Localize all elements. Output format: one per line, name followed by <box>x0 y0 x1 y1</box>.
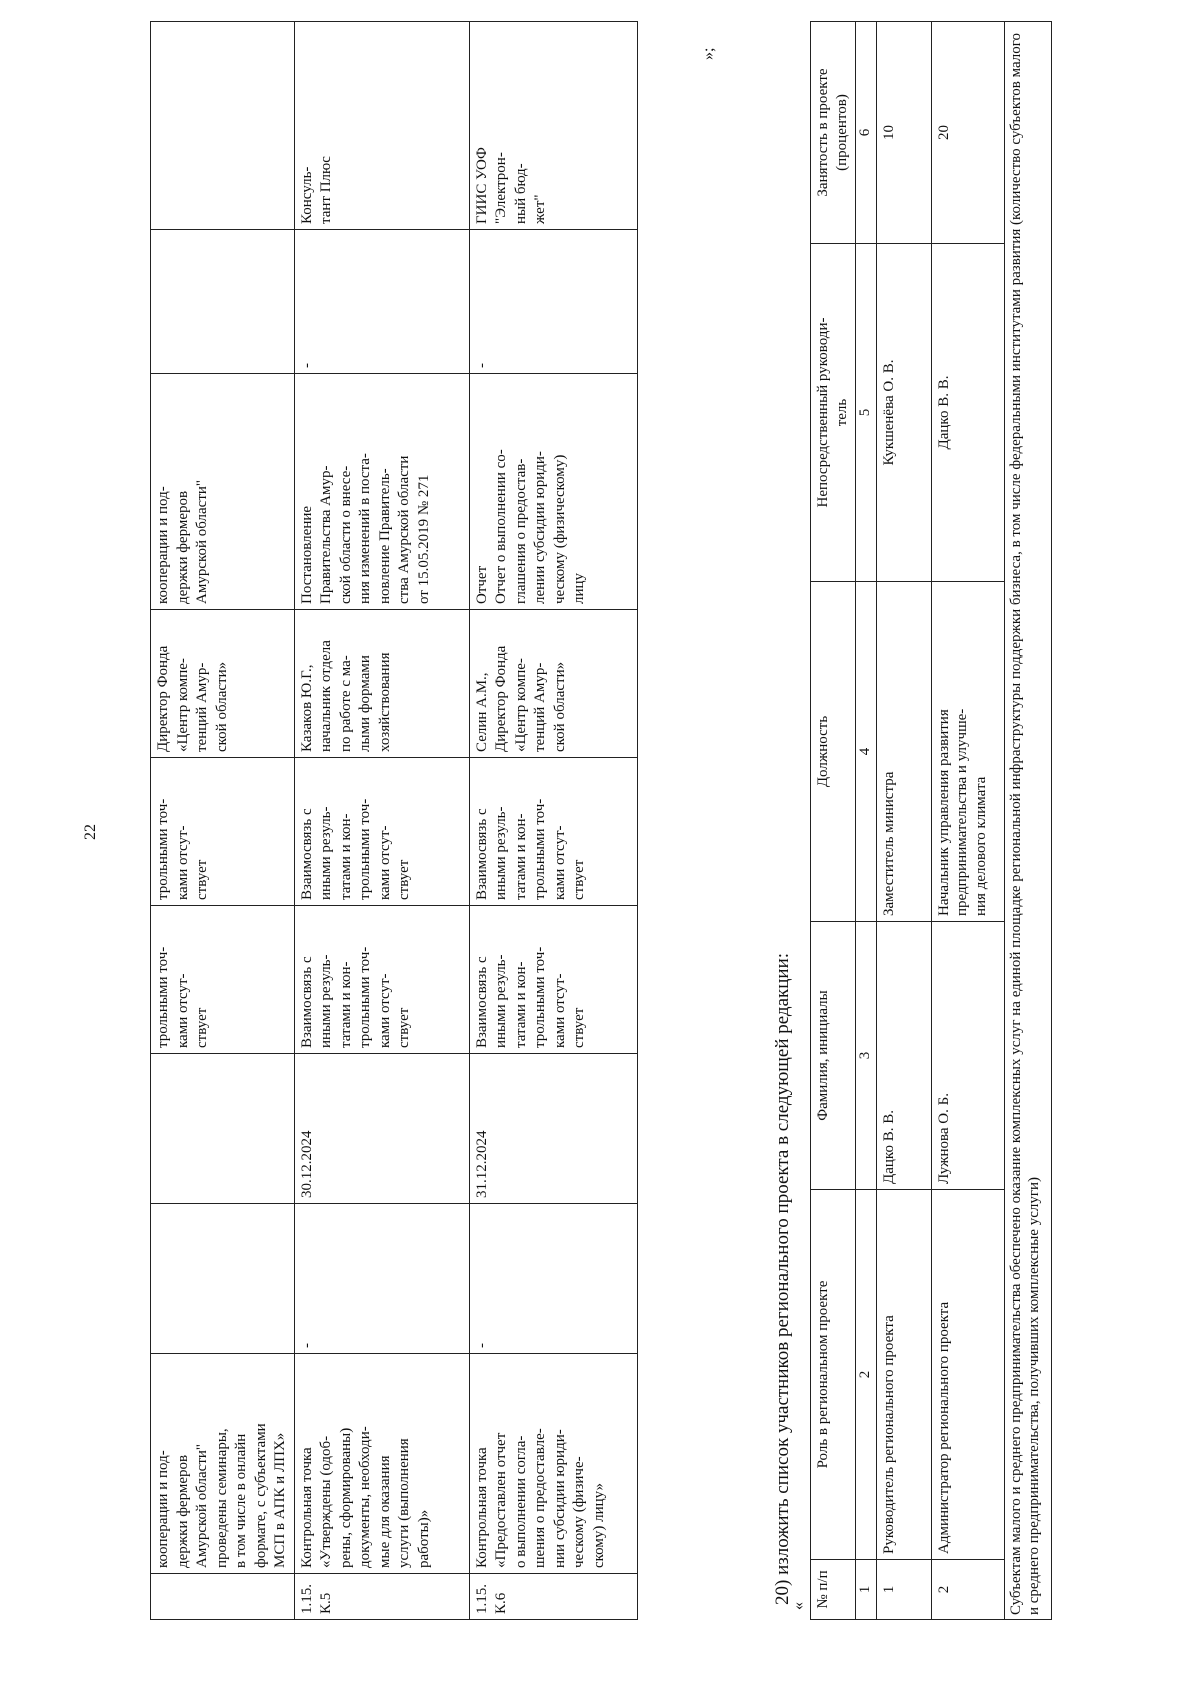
table-row <box>931 22 1004 1620</box>
cell-start: - <box>294 1204 469 1354</box>
cell-predecessor: Взаимосвязь с иными резуль- татами и кон- трольными точ- ками отсут- ствует <box>294 906 469 1054</box>
closing-quote: »; <box>700 47 717 60</box>
cell-document: Отчет Отчет о выполнении со- глашения о предостав- лении субсидии юриди- ческому (физическому) лицу <box>469 374 637 610</box>
column-number: 6 <box>855 22 876 244</box>
cell-employment: 20 <box>931 22 1004 244</box>
column-number-row <box>855 22 876 1620</box>
cell-document: Постановление Правительства Амур- ской области о внесе- ния изменений в поста- новление Правитель- ства Амурской области от 15.05.2019 № 271 <box>294 374 469 610</box>
cell-predecessor: трольными точ- ками отсут- ствует <box>151 906 295 1054</box>
header-position: Должность <box>811 582 856 922</box>
cell-system: ГИИС УОФ "Электрон- ный бюд- жет" <box>469 22 637 230</box>
cell-successor: Взаимосвязь с иными резуль- татами и кон- трольными точ- ками отсут- ствует <box>294 758 469 906</box>
cell-start <box>151 1204 295 1354</box>
opening-quote: « <box>790 1602 807 1610</box>
cell-start: - <box>469 1204 637 1354</box>
footer-text: Субъектам малого и среднего предпринимательства обеспечено оказание комплексных услуг на единой площадке региональной инфраструктуры поддержки бизнеса, в том числе федеральными институтами развития (количество субъектов малого и среднего предпринимательства, получивших комплексные услуги) <box>1004 22 1051 1620</box>
cell-supervisor: Дацко В. В. <box>931 244 1004 582</box>
table-row <box>469 22 637 1620</box>
cell-system: Консуль- тант Плюс <box>294 22 469 230</box>
control-points-table <box>150 21 638 1620</box>
column-number: 4 <box>855 582 876 922</box>
cell-num: 1 <box>876 1560 931 1620</box>
cell-num <box>151 1574 295 1620</box>
header-num: № п/п <box>811 1560 856 1620</box>
cell-name: Контрольная точка «Предоставлен отчет о выполнении согла- шения о предоставле- нии субсидии юриди- ческому (физиче- скому) лицу» <box>469 1354 637 1574</box>
cell-position: Заместитель министра <box>876 582 931 922</box>
cell-position: Начальник управления развития предпринимательства и улучше- ния делового климата <box>931 582 1004 922</box>
column-number: 3 <box>855 922 876 1190</box>
cell-name: Лужнова О. Б. <box>931 922 1004 1190</box>
column-number: 2 <box>855 1190 876 1560</box>
table-row <box>876 22 931 1620</box>
cell-name: Дацко В. В. <box>876 922 931 1190</box>
header-employment: Занятость в проекте (процентов) <box>811 22 856 244</box>
table-footer-row <box>1004 22 1051 1620</box>
cell-role: Руководитель регионального проекта <box>876 1190 931 1560</box>
cell-name: Контрольная точка «Утверждены (одоб- рены, сформированы) документы, необходи- мые для оказания услуги (выполнения работы)» <box>294 1354 469 1574</box>
table-header-row <box>811 22 856 1620</box>
cell-level: - <box>469 230 637 374</box>
cell-document: кооперации и под- держки фермеров Амурской области" <box>151 374 295 610</box>
cell-end <box>151 1054 295 1204</box>
column-number: 1 <box>855 1560 876 1620</box>
cell-successor: Взаимосвязь с иными резуль- татами и кон- трольными точ- ками отсут- ствует <box>469 758 637 906</box>
instruction-text: 20) изложить список участников регионального проекта в следующей редакции: <box>772 952 793 1605</box>
table-row <box>294 22 469 1620</box>
cell-responsible: Селин А.М., Директор Фонда «Центр компе- тенций Амур- ской области» <box>469 610 637 758</box>
cell-num: 1.15. К.5 <box>294 1574 469 1620</box>
cell-responsible: Директор Фонда «Центр компе- тенций Амур- ской области» <box>151 610 295 758</box>
cell-end: 30.12.2024 <box>294 1054 469 1204</box>
page-number: 22 <box>82 824 99 840</box>
cell-num: 2 <box>931 1560 1004 1620</box>
cell-end: 31.12.2024 <box>469 1054 637 1204</box>
participants-table <box>810 21 1052 1620</box>
cell-supervisor: Кукшенёва О. В. <box>876 244 931 582</box>
cell-name: кооперации и под- держки фермеров Амурской области" проведены семинары, в том числе в онлайн формате, с субъектами МСП в АПК и ЛПХ» <box>151 1354 295 1574</box>
header-role: Роль в региональном проекте <box>811 1190 856 1560</box>
cell-level: - <box>294 230 469 374</box>
cell-system <box>151 22 295 230</box>
cell-num: 1.15. К.6 <box>469 1574 637 1620</box>
cell-employment: 10 <box>876 22 931 244</box>
cell-predecessor: Взаимосвязь с иными резуль- татами и кон- трольными точ- ками отсут- ствует <box>469 906 637 1054</box>
header-name: Фамилия, инициалы <box>811 922 856 1190</box>
header-supervisor: Непосредственный руководи- тель <box>811 244 856 582</box>
cell-level <box>151 230 295 374</box>
cell-successor: трольными точ- ками отсут- ствует <box>151 758 295 906</box>
cell-responsible: Казаков Ю.Г., начальник отдела по работе с ма- лыми формами хозяйствования <box>294 610 469 758</box>
cell-role: Администратор регионального проекта <box>931 1190 1004 1560</box>
table-row <box>151 22 295 1620</box>
column-number: 5 <box>855 244 876 582</box>
